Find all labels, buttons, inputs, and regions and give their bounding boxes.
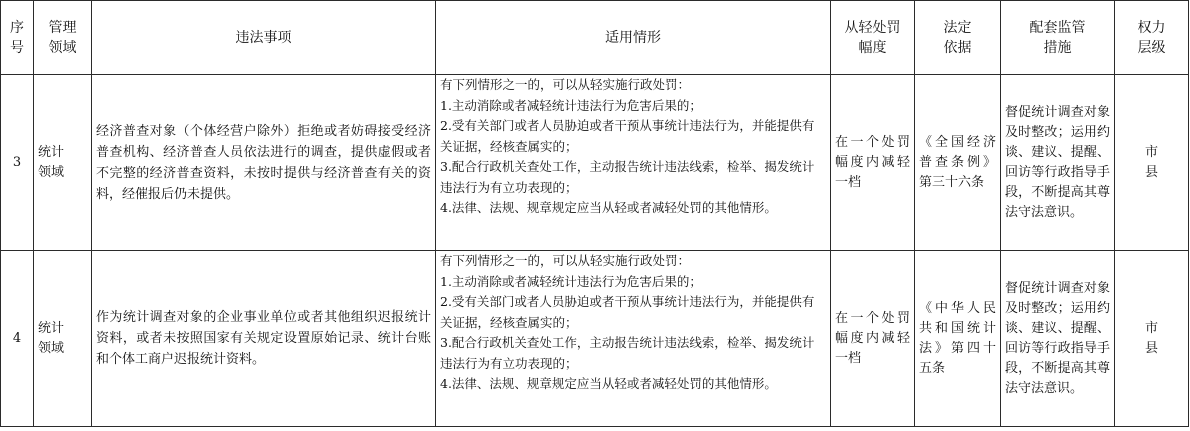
cell-violation: 经济普查对象（个体经营户除外）拒绝或者妨碍接受经济普查机构、经济普查人员依法进行的调查，提供虚假或者不完整的经济普查资料，未按时提供与经济普查有关的资料，经催报后仍未提供。 <box>92 75 436 251</box>
cell-situation <box>436 75 831 251</box>
header-degree: 从轻处罚幅度 <box>831 1 915 75</box>
cell-measures: 督促统计调查对象及时整改；运用约谈、建议、提醒、回访等行政指导手段，不断提高其尊法守法意识。 <box>1001 75 1115 251</box>
cell-measures: 督促统计调查对象及时整改；运用约谈、建议、提醒、回访等行政指导手段，不断提高其尊法守法意识。 <box>1001 251 1115 427</box>
header-basis: 法定依据 <box>915 1 1001 75</box>
situation-line: 3.配合行政机关查处工作，主动报告统计违法线索，检举、揭发统计违法行为有立功表现的； <box>440 159 815 195</box>
cell-level: 市县 <box>1115 75 1189 251</box>
header-measures: 配套监管措施 <box>1001 1 1115 75</box>
cell-basis: 《中华人民共和国统计法》第四十五条 <box>915 251 1001 427</box>
situation-line: 有下列情形之一的，可以从轻实施行政处罚： <box>440 253 691 268</box>
situation-line: 1.主动消除或者减轻统计违法行为危害后果的； <box>440 97 702 113</box>
cell-basis: 《全国经济普查条例》第三十六条 <box>915 75 1001 251</box>
cell-seq: 3 <box>1 75 34 251</box>
situation-line: 有下列情形之一的，可以从轻实施行政处罚： <box>440 77 691 92</box>
situation-line: 3.配合行政机关查处工作，主动报告统计违法线索，检举、揭发统计违法行为有立功表现的； <box>440 335 815 371</box>
header-situation: 适用情形 <box>436 1 831 75</box>
situation-line: 4.法律、法规、规章规定应当从轻或者减轻处罚的其他情形。 <box>440 376 777 391</box>
cell-degree: 在一个处罚幅度内减轻一档 <box>831 75 915 251</box>
situation-line: 2.受有关部门或者人员胁迫或者干预从事统计违法行为，并能提供有关证据，经核查属实的； <box>440 294 815 330</box>
cell-domain: 统计领域 <box>34 75 92 251</box>
cell-seq: 4 <box>1 251 34 427</box>
cell-degree: 在一个处罚幅度内减轻一档 <box>831 251 915 427</box>
cell-situation <box>436 251 831 427</box>
table-row <box>1 251 1189 427</box>
situation-line: 2.受有关部门或者人员胁迫或者干预从事统计违法行为，并能提供有关证据，经核查属实的； <box>440 118 815 154</box>
cell-level: 市县 <box>1115 251 1189 427</box>
cell-domain: 统计领域 <box>34 251 92 427</box>
cell-violation: 作为统计调查对象的企业事业单位或者其他组织迟报统计资料，或者未按照国家有关规定设置原始记录、统计台账和个体工商户迟报统计资料。 <box>92 251 436 427</box>
table-row <box>1 75 1189 251</box>
header-row <box>1 1 1189 75</box>
situation-line: 1.主动消除或者减轻统计违法行为危害后果的； <box>440 273 702 289</box>
header-seq: 序号 <box>1 1 34 75</box>
situation-line: 4.法律、法规、规章规定应当从轻或者减轻处罚的其他情形。 <box>440 200 777 215</box>
header-domain: 管理领域 <box>34 1 92 75</box>
header-level: 权力层级 <box>1115 1 1189 75</box>
header-matter: 违法事项 <box>92 1 436 75</box>
